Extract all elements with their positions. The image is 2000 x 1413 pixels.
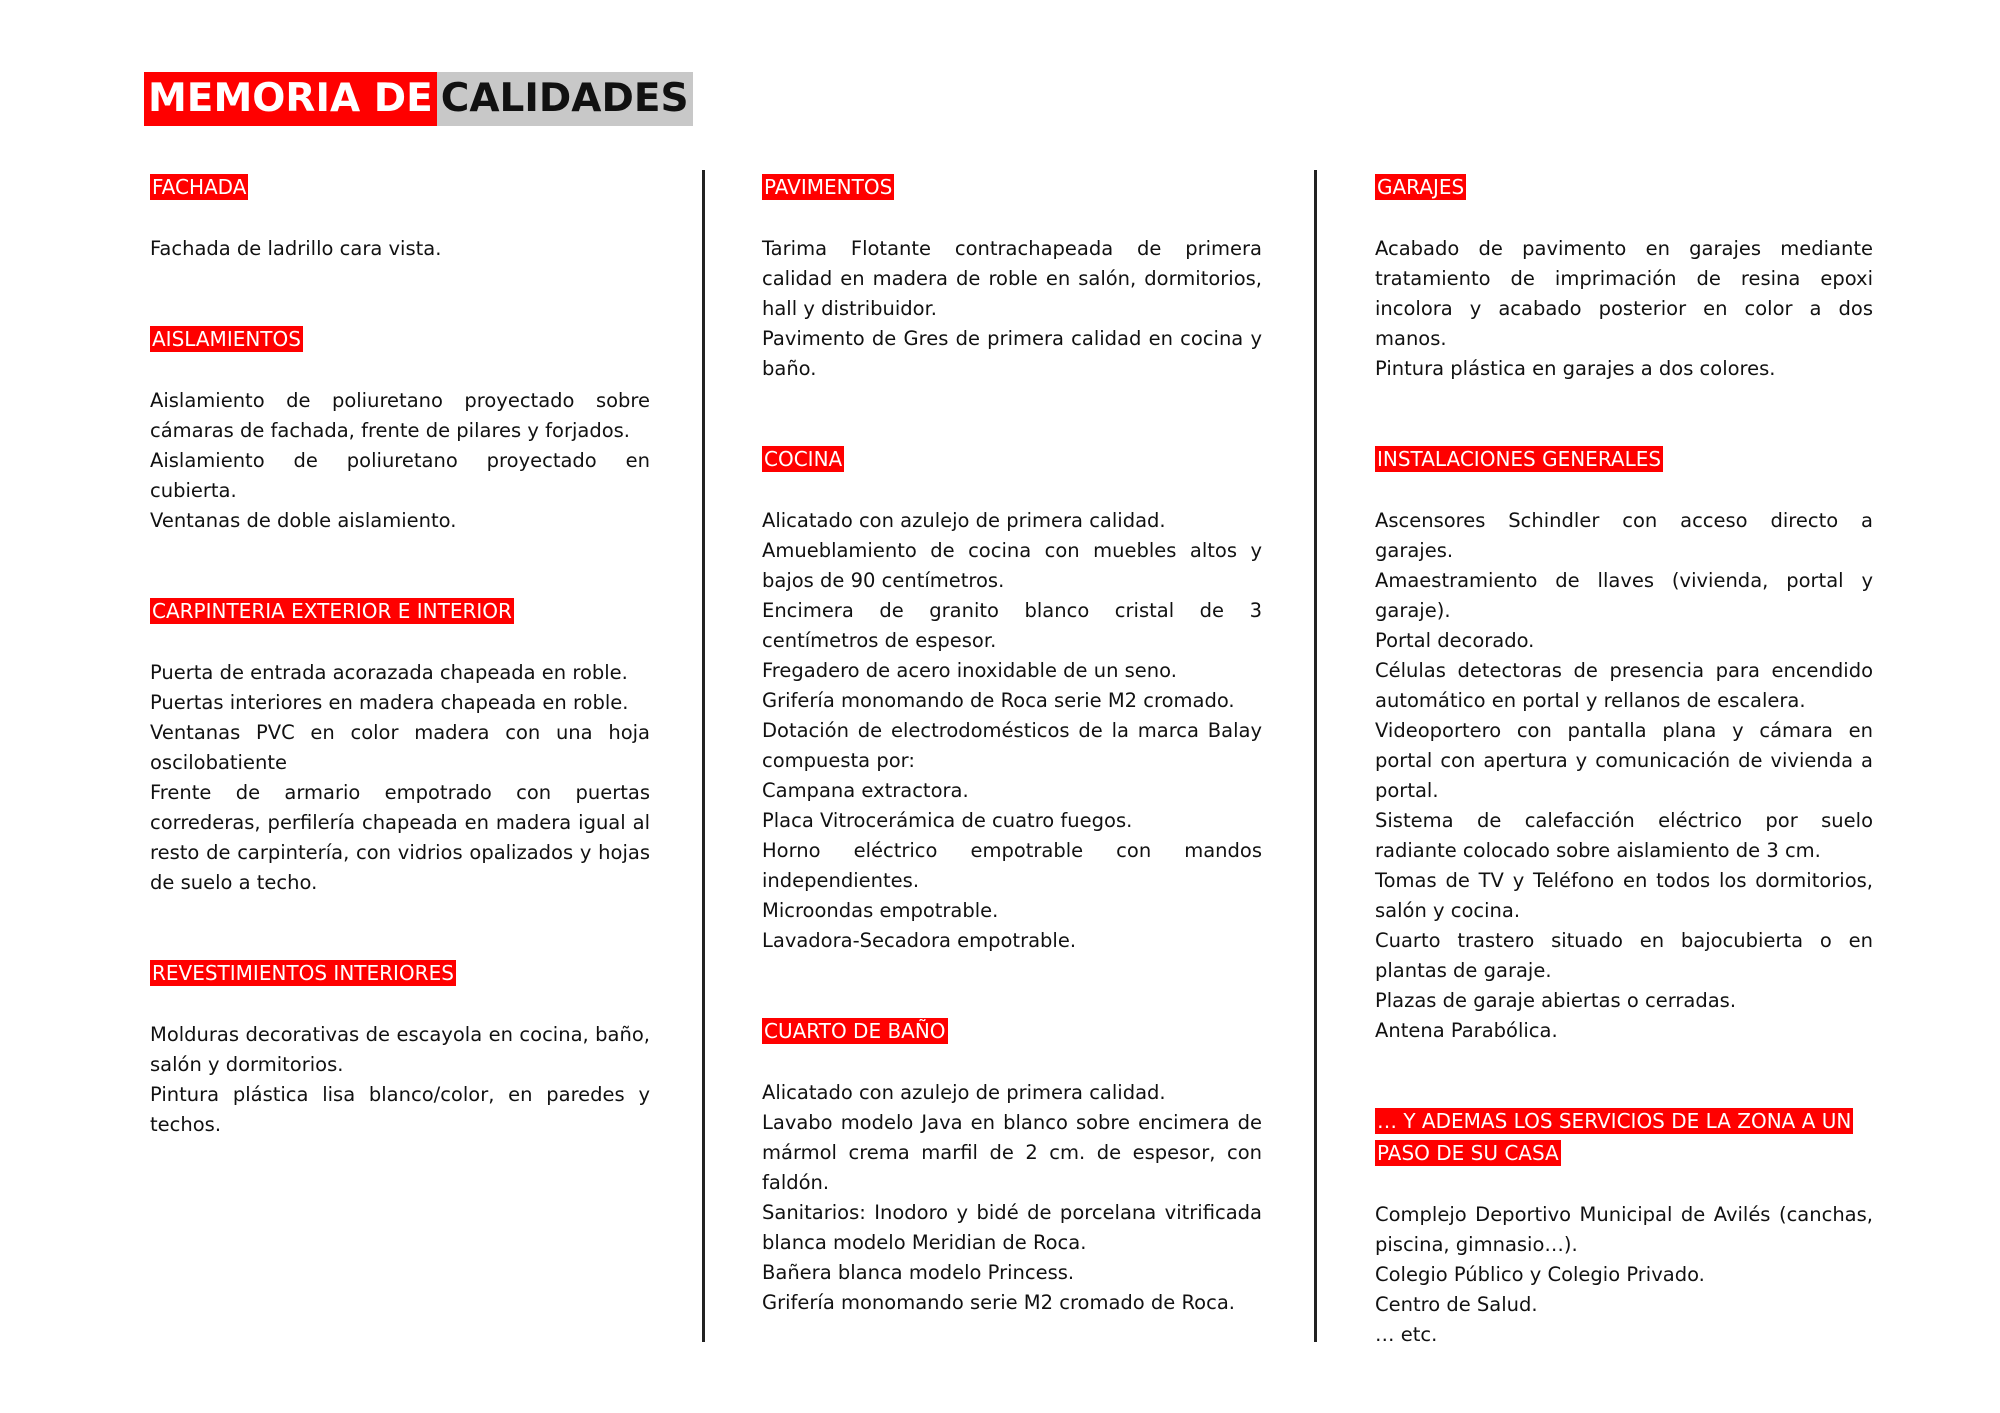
section bbox=[150, 172, 650, 264]
section-text: Encimera de granito blanco cristal de 3 centímetros de espesor. bbox=[762, 599, 1262, 652]
section-text: Colegio Público y Colegio Privado. bbox=[1375, 1263, 1705, 1286]
section-text: Ventanas de doble aislamiento. bbox=[150, 509, 457, 532]
column-3 bbox=[1375, 172, 1873, 1410]
section-text: … etc. bbox=[1375, 1323, 1438, 1346]
section-heading: AISLAMIENTOS bbox=[152, 327, 301, 351]
section-text: Alicatado con azulejo de primera calidad. bbox=[762, 1081, 1166, 1104]
section-text: Lavadora-Secadora empotrable. bbox=[762, 929, 1077, 952]
section-heading: … Y ADEMAS LOS SERVICIOS DE LA ZONA A UN PASO DE SU CASA bbox=[1377, 1109, 1852, 1165]
section bbox=[762, 172, 1262, 384]
section bbox=[762, 444, 1262, 956]
section-text: Pintura plástica en garajes a dos colores. bbox=[1375, 357, 1776, 380]
section-text: Ventanas PVC en color madera con una hoja oscilobatiente bbox=[150, 721, 650, 774]
section bbox=[762, 1016, 1262, 1318]
section-heading: CARPINTERIA EXTERIOR E INTERIOR bbox=[152, 599, 512, 623]
section-text: Videoportero con pantalla plana y cámara en portal con apertura y comunicación de vivienda a portal. bbox=[1375, 719, 1873, 802]
section-text: Grifería monomando de Roca serie M2 cromado. bbox=[762, 689, 1235, 712]
section-heading: REVESTIMIENTOS INTERIORES bbox=[152, 961, 454, 985]
section-text: Fachada de ladrillo cara vista. bbox=[150, 237, 442, 260]
section-text: Pintura plástica lisa blanco/color, en paredes y techos. bbox=[150, 1083, 650, 1136]
column-divider-1 bbox=[702, 170, 705, 1342]
section-text: Puerta de entrada acorazada chapeada en roble. bbox=[150, 661, 628, 684]
section-heading: GARAJES bbox=[1377, 175, 1465, 199]
section-text: Tarima Flotante contrachapeada de primera calidad en madera de roble en salón, dormitorios, hall y distribuidor. bbox=[762, 237, 1262, 320]
column-2 bbox=[762, 172, 1262, 1378]
section bbox=[1375, 172, 1873, 384]
section-text: Amueblamiento de cocina con muebles altos y bajos de 90 centímetros. bbox=[762, 539, 1262, 592]
column-divider-2 bbox=[1314, 170, 1317, 1342]
section-text: Placa Vitrocerámica de cuatro fuegos. bbox=[762, 809, 1133, 832]
section bbox=[150, 958, 650, 1140]
section bbox=[150, 324, 650, 536]
section-text: Molduras decorativas de escayola en cocina, baño, salón y dormitorios. bbox=[150, 1023, 650, 1076]
section-text: Sanitarios: Inodoro y bidé de porcelana vitrificada blanca modelo Meridian de Roca. bbox=[762, 1201, 1262, 1254]
section-text: Bañera blanca modelo Princess. bbox=[762, 1261, 1075, 1284]
section-heading-wrap bbox=[1375, 172, 1873, 204]
section-heading-wrap bbox=[1375, 444, 1873, 476]
column-1 bbox=[150, 172, 650, 1200]
section-text: Centro de Salud. bbox=[1375, 1293, 1538, 1316]
section-text: Amaestramiento de llaves (vivienda, portal y garaje). bbox=[1375, 569, 1873, 622]
section bbox=[1375, 1106, 1873, 1350]
section-heading-wrap bbox=[150, 958, 650, 990]
section-text: Lavabo modelo Java en blanco sobre encimera de mármol crema marfil de 2 cm. de espesor, con faldón. bbox=[762, 1111, 1262, 1194]
section-text: Alicatado con azulejo de primera calidad. bbox=[762, 509, 1166, 532]
section-text: Sistema de calefacción eléctrico por suelo radiante colocado sobre aislamiento de 3 cm. bbox=[1375, 809, 1873, 862]
section-heading-wrap bbox=[762, 1016, 1262, 1048]
section-text: Horno eléctrico empotrable con mandos independientes. bbox=[762, 839, 1262, 892]
section-text: Plazas de garaje abiertas o cerradas. bbox=[1375, 989, 1737, 1012]
section-heading-wrap bbox=[762, 444, 1262, 476]
section-text: Complejo Deportivo Municipal de Avilés (canchas, piscina, gimnasio…). bbox=[1375, 1203, 1873, 1256]
section-heading-wrap bbox=[150, 172, 650, 204]
section-heading: INSTALACIONES GENERALES bbox=[1377, 447, 1662, 471]
section-text: Ascensores Schindler con acceso directo a garajes. bbox=[1375, 509, 1873, 562]
section-heading: CUARTO DE BAÑO bbox=[764, 1019, 946, 1043]
section-heading-wrap bbox=[150, 324, 650, 356]
section-text: Grifería monomando serie M2 cromado de Roca. bbox=[762, 1291, 1235, 1314]
section-text: Células detectoras de presencia para encendido automático en portal y rellanos de escalera. bbox=[1375, 659, 1873, 712]
section bbox=[1375, 444, 1873, 1046]
section bbox=[150, 596, 650, 898]
section-heading: COCINA bbox=[764, 447, 843, 471]
section-text: Antena Parabólica. bbox=[1375, 1019, 1558, 1042]
section-text: Aislamiento de poliuretano proyectado en cubierta. bbox=[150, 449, 650, 502]
section-heading: FACHADA bbox=[152, 175, 247, 199]
section-text: Pavimento de Gres de primera calidad en cocina y baño. bbox=[762, 327, 1262, 380]
section-heading-wrap bbox=[1375, 1106, 1873, 1170]
section-text: Aislamiento de poliuretano proyectado sobre cámaras de fachada, frente de pilares y forjados. bbox=[150, 389, 650, 442]
section-text: Campana extractora. bbox=[762, 779, 969, 802]
section-text: Dotación de electrodomésticos de la marca Balay compuesta por: bbox=[762, 719, 1262, 772]
page-title bbox=[144, 72, 693, 126]
title-part-2: CALIDADES bbox=[437, 72, 693, 126]
section-text: Fregadero de acero inoxidable de un seno. bbox=[762, 659, 1177, 682]
section-heading-wrap bbox=[150, 596, 650, 628]
section-text: Frente de armario empotrado con puertas correderas, perfilería chapeada en madera igual al resto de carpintería, con vidrios opalizados y hojas de suelo a techo. bbox=[150, 781, 650, 894]
title-part-1: MEMORIA DE bbox=[144, 72, 437, 126]
section-text: Microondas empotrable. bbox=[762, 899, 999, 922]
section-text: Acabado de pavimento en garajes mediante tratamiento de imprimación de resina epoxi incolora y acabado posterior en color a dos manos. bbox=[1375, 237, 1873, 350]
section-text: Puertas interiores en madera chapeada en roble. bbox=[150, 691, 629, 714]
section-text: Tomas de TV y Teléfono en todos los dormitorios, salón y cocina. bbox=[1375, 869, 1873, 922]
section-text: Cuarto trastero situado en bajocubierta o en plantas de garaje. bbox=[1375, 929, 1873, 982]
section-heading: PAVIMENTOS bbox=[764, 175, 893, 199]
section-text: Portal decorado. bbox=[1375, 629, 1535, 652]
section-heading-wrap bbox=[762, 172, 1262, 204]
